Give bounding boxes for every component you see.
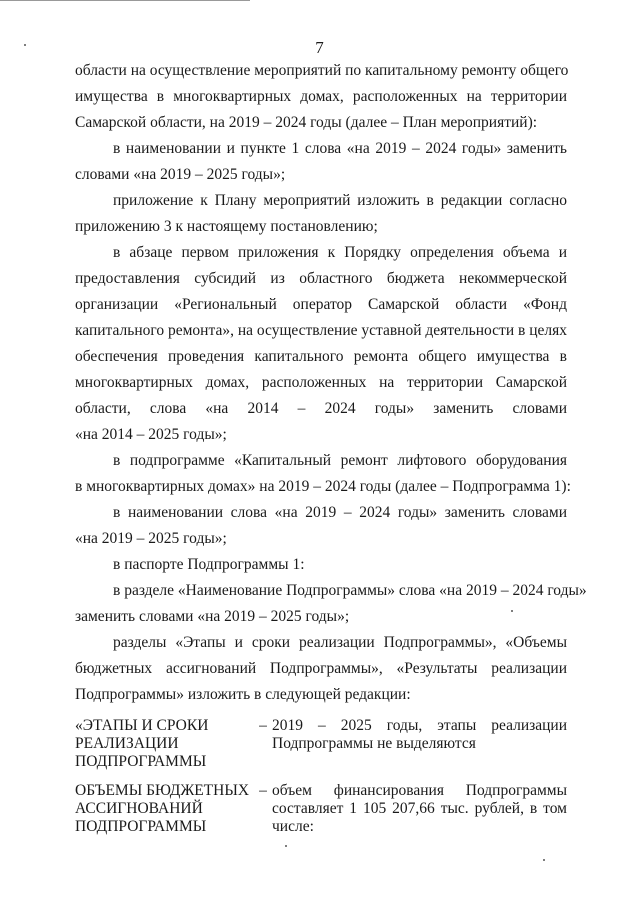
text-line: обеспечения проведения капитального ремонта общего имущества в	[75, 348, 567, 365]
text-line: словами «на 2019 – 2025 годы»;	[75, 166, 286, 183]
passport-row-value	[272, 717, 567, 753]
text-line: имущества в многоквартирных домах, расположенных на территории	[75, 88, 567, 105]
scan-speck	[285, 845, 287, 847]
passport-row-label	[75, 717, 255, 771]
text-line: «на 2014 – 2025 годы»;	[75, 426, 227, 443]
passport-row-label	[75, 782, 255, 836]
text-line: области на осуществление мероприятий по капитальному ремонту общего	[75, 62, 569, 79]
text-line: в абзаце первом приложения к Порядку определения объема и	[113, 244, 567, 261]
text-line: в подпрограмме «Капитальный ремонт лифтового оборудования	[113, 452, 567, 469]
page-number: 7	[315, 38, 324, 57]
text-line: организации «Региональный оператор Самарской области «Фонд	[75, 296, 567, 313]
passport-label-line: АССИГНОВАНИЙ	[75, 800, 203, 817]
scan-speck	[543, 859, 545, 861]
passport-label-line: РЕАЛИЗАЦИИ	[75, 735, 179, 752]
passport-value-line: Подпрограммы не выделяются	[272, 735, 476, 752]
passport-label-line: ОБЪЕМЫ БЮДЖЕТНЫХ	[75, 782, 250, 799]
text-line: области, слова «на 2014 – 2024 годы» заменить словами	[75, 400, 567, 417]
text-line: Подпрограммы» изложить в следующей редакции:	[75, 686, 411, 703]
text-line: многоквартирных домах, расположенных на территории Самарской	[75, 374, 567, 391]
text-line: в разделе «Наименование Подпрограммы» слова «на 2019 – 2024 годы»	[113, 582, 587, 599]
passport-row-value	[272, 782, 567, 836]
passport-label-line: ПОДПРОГРАММЫ	[75, 818, 207, 835]
text-line: в многоквартирных домах» на 2019 – 2024 годы (далее – Подпрограмма 1):	[75, 478, 571, 495]
passport-row-dash: –	[259, 717, 267, 734]
passport-value-line: объем финансирования Подпрограммы	[272, 782, 567, 799]
text-line: приложение к Плану мероприятий изложить в редакции согласно	[113, 192, 567, 209]
body-text	[75, 58, 587, 708]
text-line: капитального ремонта», на осуществление уставной деятельности в целях	[75, 322, 567, 339]
passport-value-line: числе:	[272, 818, 314, 835]
text-line: Самарской области, на 2019 – 2024 годы (далее – План мероприятий):	[75, 114, 538, 131]
text-line: в наименовании слова «на 2019 – 2024 годы» заменить словами	[113, 504, 567, 521]
text-line: бюджетных ассигнований Подпрограммы», «Результаты реализации	[75, 660, 567, 677]
passport-row-dash: –	[259, 782, 267, 799]
passport-label-line: ПОДПРОГРАММЫ	[75, 753, 207, 770]
scan-speck	[24, 44, 26, 46]
text-line: приложению 3 к настоящему постановлению;	[75, 218, 378, 235]
text-line: заменить словами «на 2019 – 2025 годы»;	[75, 608, 350, 625]
passport-label-line: «ЭТАПЫ И СРОКИ	[75, 717, 209, 734]
passport-value-line: 2019 – 2025 годы, этапы реализации	[272, 717, 567, 734]
text-line: в наименовании и пункте 1 слова «на 2019 – 2024 годы» заменить	[113, 140, 567, 157]
text-line: предоставления субсидий из областного бюджета некоммерческой	[75, 270, 567, 287]
scan-speck	[511, 610, 513, 612]
text-line: в паспорте Подпрограммы 1:	[113, 556, 305, 573]
text-line: «на 2019 – 2025 годы»;	[75, 530, 227, 547]
page-top-border	[0, 0, 250, 1]
text-line: разделы «Этапы и сроки реализации Подпрограммы», «Объемы	[113, 634, 567, 651]
passport-value-line: составляет 1 105 207,66 тыс. рублей, в том	[272, 800, 567, 817]
